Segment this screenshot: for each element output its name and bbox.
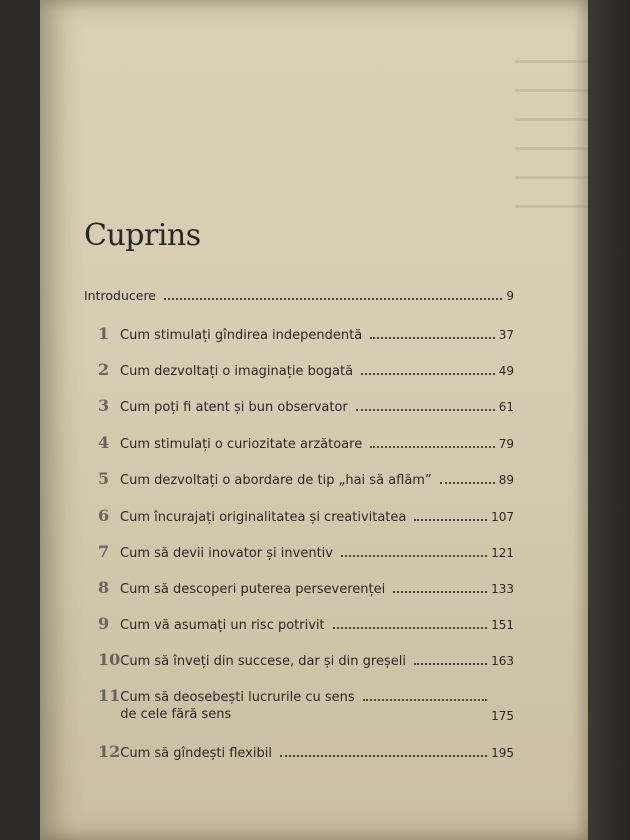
chapter-page: 133	[491, 582, 514, 596]
leader-dots	[280, 755, 487, 757]
chapter-number: 4	[98, 433, 110, 452]
chapter-page: 61	[498, 400, 514, 414]
leader-dots	[414, 663, 487, 665]
toc-title: Cuprins	[84, 218, 201, 253]
chapter-page: 195	[491, 746, 514, 760]
leader-dots	[363, 699, 487, 701]
chapter-number: 10	[98, 650, 121, 669]
leader-dots	[164, 298, 502, 300]
chapter-number: 9	[98, 614, 110, 633]
toc-entry	[98, 324, 514, 343]
leader-dots	[440, 482, 495, 484]
leader-dots	[333, 627, 487, 629]
chapter-number: 7	[98, 542, 110, 561]
chapter-number: 3	[98, 396, 110, 415]
toc-entry	[98, 686, 514, 723]
chapter-page: 79	[498, 437, 514, 451]
chapter-title: Cum vă asumați un risc potrivit	[120, 618, 325, 633]
leader-dots	[370, 446, 495, 448]
chapter-title: Cum stimulați o curiozitate arzătoare	[120, 437, 363, 452]
toc-entry	[98, 506, 514, 525]
chapter-number: 1	[98, 324, 110, 343]
chapter-number: 12	[98, 742, 121, 761]
chapter-page: 151	[491, 618, 514, 632]
toc-entry-page: 9	[506, 289, 514, 303]
chapter-title: Cum să înveți din succese, dar și din greșeli	[120, 654, 406, 669]
leader-dots	[361, 373, 495, 375]
chapter-page: 37	[498, 328, 514, 342]
chapter-title: Cum să gîndești flexibil	[120, 746, 272, 761]
leader-dots	[356, 409, 495, 411]
chapter-page: 121	[491, 546, 514, 560]
chapter-page: 49	[498, 364, 514, 378]
leader-dots	[341, 555, 487, 557]
leader-dots	[414, 519, 487, 521]
toc-entry	[98, 396, 514, 415]
chapter-title: Cum să deosebești lucrurile cu sens	[120, 690, 355, 705]
toc-entry	[98, 742, 514, 761]
toc-entry	[98, 469, 514, 488]
toc-entry	[98, 542, 514, 561]
chapter-title-block	[120, 689, 354, 723]
chapter-title: Cum să descoperi puterea perseverenței	[120, 582, 386, 597]
chapter-title: Cum dezvoltați o imaginație bogată	[120, 364, 354, 379]
toc-entry	[98, 614, 514, 633]
toc-entry	[98, 650, 514, 669]
chapter-number: 8	[98, 578, 110, 597]
chapter-page: 89	[498, 473, 514, 487]
toc-entry	[98, 433, 514, 452]
chapter-title: Cum dezvoltați o abordare de tip „hai să aflăm”	[120, 473, 432, 488]
chapter-page: 163	[491, 654, 514, 668]
toc-entry	[98, 578, 514, 597]
page-edge-shadow	[588, 0, 630, 840]
toc-entry-label: Introducere	[84, 288, 156, 303]
chapter-page: 107	[491, 510, 514, 524]
chapter-number: 5	[98, 469, 110, 488]
chapter-number: 2	[98, 360, 110, 379]
toc-entry-intro	[84, 288, 514, 303]
chapter-title-line2: de cele fără sens	[120, 707, 232, 722]
chapter-number: 11	[98, 686, 121, 705]
chapter-title: Cum încurajați originalitatea și creativitatea	[120, 510, 407, 525]
toc-entry	[98, 360, 514, 379]
chapter-page: 175	[491, 709, 514, 723]
chapter-title: Cum poți fi atent și bun observator	[120, 400, 348, 415]
chapter-title: Cum stimulați gîndirea independentă	[120, 328, 363, 343]
leader-dots	[393, 591, 487, 593]
chapter-title: Cum să devii inovator și inventiv	[120, 546, 333, 561]
chapter-number: 6	[98, 506, 110, 525]
leader-dots	[370, 337, 495, 339]
